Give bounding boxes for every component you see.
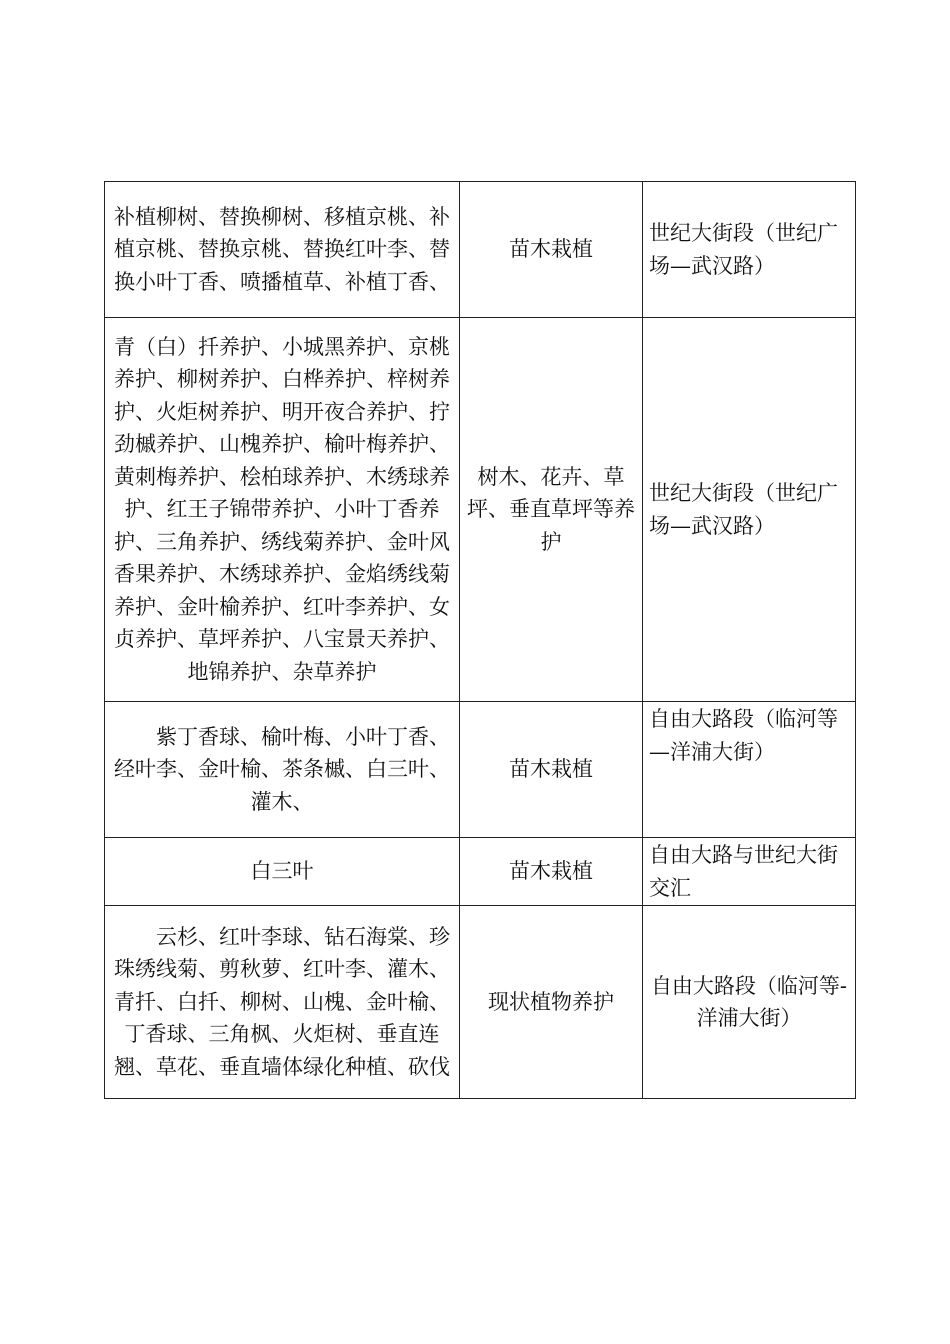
work-type-cell: 苗木栽植	[460, 838, 643, 906]
species-cell: 青（白）扦养护、小城黑养护、京桃养护、柳树养护、白桦养护、梓树养护、火炬树养护、明开夜合养护、拧劲槭养护、山槐养护、榆叶梅养护、黄刺梅养护、桧柏球养护、木绣球养护、红王子锦带养护、小叶丁香养护、三角养护、绣线菊养护、金叶风香果养护、木绣球养护、金焰绣线菊养护、金叶榆养护、红叶李养护、女贞养护、草坪养护、八宝景天养护、地锦养护、杂草养护	[105, 318, 460, 702]
species-cell: 补植柳树、替换柳树、移植京桃、补植京桃、替换京桃、替换红叶李、替换小叶丁香、喷播植草、补植丁香、	[105, 182, 460, 318]
location-cell: 世纪大街段（世纪广场—武汉路）	[643, 182, 856, 318]
location-cell: 自由大路段（临河等—洋浦大街）	[643, 702, 856, 838]
table-row	[105, 318, 856, 702]
location-cell: 世纪大街段（世纪广场—武汉路）	[643, 318, 856, 702]
table-row	[105, 182, 856, 318]
location-cell: 自由大路段（临河等-洋浦大街）	[643, 906, 856, 1099]
table-row	[105, 702, 856, 838]
species-cell: 云杉、红叶李球、钻石海棠、珍珠绣线菊、剪秋萝、红叶李、灌木、青扦、白扦、柳树、山槐、金叶榆、丁香球、三角枫、火炬树、垂直连翘、草花、垂直墙体绿化种植、砍伐	[105, 906, 460, 1099]
species-cell: 紫丁香球、榆叶梅、小叶丁香、经叶李、金叶榆、茶条槭、白三叶、灌木、	[105, 702, 460, 838]
work-type-cell: 苗木栽植	[460, 182, 643, 318]
work-type-cell: 树木、花卉、草坪、垂直草坪等养护	[460, 318, 643, 702]
work-type-cell: 现状植物养护	[460, 906, 643, 1099]
location-cell: 自由大路与世纪大街交汇	[643, 838, 856, 906]
plant-work-table	[104, 181, 856, 1099]
species-cell: 白三叶	[105, 838, 460, 906]
table-row	[105, 906, 856, 1099]
table-row	[105, 838, 856, 906]
work-type-cell: 苗木栽植	[460, 702, 643, 838]
